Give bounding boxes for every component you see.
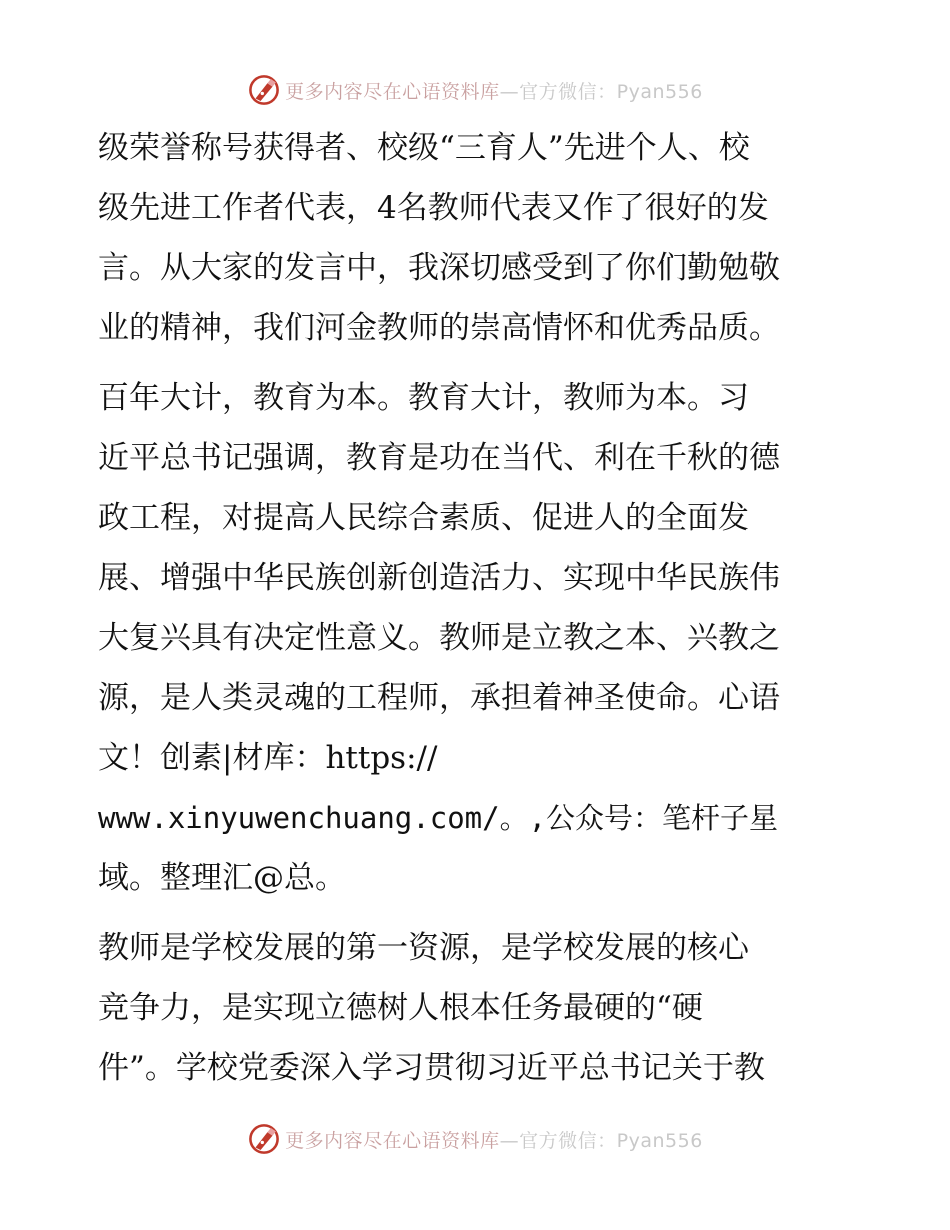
watermark-sub-text: —官方微信：Pyan556 — [499, 1129, 703, 1152]
pen-nib-logo-icon — [247, 1122, 281, 1156]
watermark-main-text: 更多内容尽在心语资料库 — [285, 1129, 500, 1152]
text-line: 域。整理汇@总。 — [98, 860, 346, 896]
text-line: 源，是人类灵魂的工程师，承担着神圣使命。心语 — [98, 680, 780, 716]
text-line: 教师是学校发展的第一资源，是学校发展的核心 — [98, 930, 749, 966]
paragraph-3 — [98, 918, 858, 1098]
paragraph-1 — [98, 118, 858, 358]
text-line: 竞争力，是实现立德树人根本任务最硬的“硬 — [98, 990, 703, 1026]
text-line: 件”。学校党委深入学习贯彻习近平总书记关于教 — [98, 1050, 765, 1086]
url-text-line: www.xinyuwenchuang.com/。,公众号：笔杆子星 — [98, 801, 779, 835]
text-line: 级荣誉称号获得者、校级“三育人”先进个人、校 — [98, 130, 750, 166]
text-line: 言。从大家的发言中，我深切感受到了你们勤勉敬 — [98, 250, 780, 286]
document-body — [98, 118, 858, 1098]
text-line: 近平总书记强调，教育是功在当代、利在千秋的德 — [98, 440, 780, 476]
watermark-sub-text: —官方微信：Pyan556 — [499, 80, 703, 103]
footer-watermark — [0, 1121, 950, 1157]
paragraph-gap — [98, 358, 858, 368]
header-watermark — [0, 72, 950, 108]
text-line: 政工程，对提高人民综合素质、促进人的全面发 — [98, 500, 749, 536]
text-line: 级先进工作者代表，4名教师代表又作了很好的发 — [98, 190, 769, 226]
text-line: 大复兴具有决定性意义。教师是立教之本、兴教之 — [98, 620, 780, 656]
text-line: 业的精神，我们河金教师的崇高情怀和优秀品质。 — [98, 310, 780, 346]
watermark-main-text: 更多内容尽在心语资料库 — [285, 80, 500, 103]
text-line: 文！创素|材库：https:// — [98, 740, 438, 776]
pen-nib-logo-icon — [247, 73, 281, 107]
text-line: 百年大计，教育为本。教育大计，教师为本。习 — [98, 380, 749, 416]
paragraph-2 — [98, 368, 858, 908]
text-line: 展、增强中华民族创新创造活力、实现中华民族伟 — [98, 560, 780, 596]
paragraph-gap — [98, 908, 858, 918]
